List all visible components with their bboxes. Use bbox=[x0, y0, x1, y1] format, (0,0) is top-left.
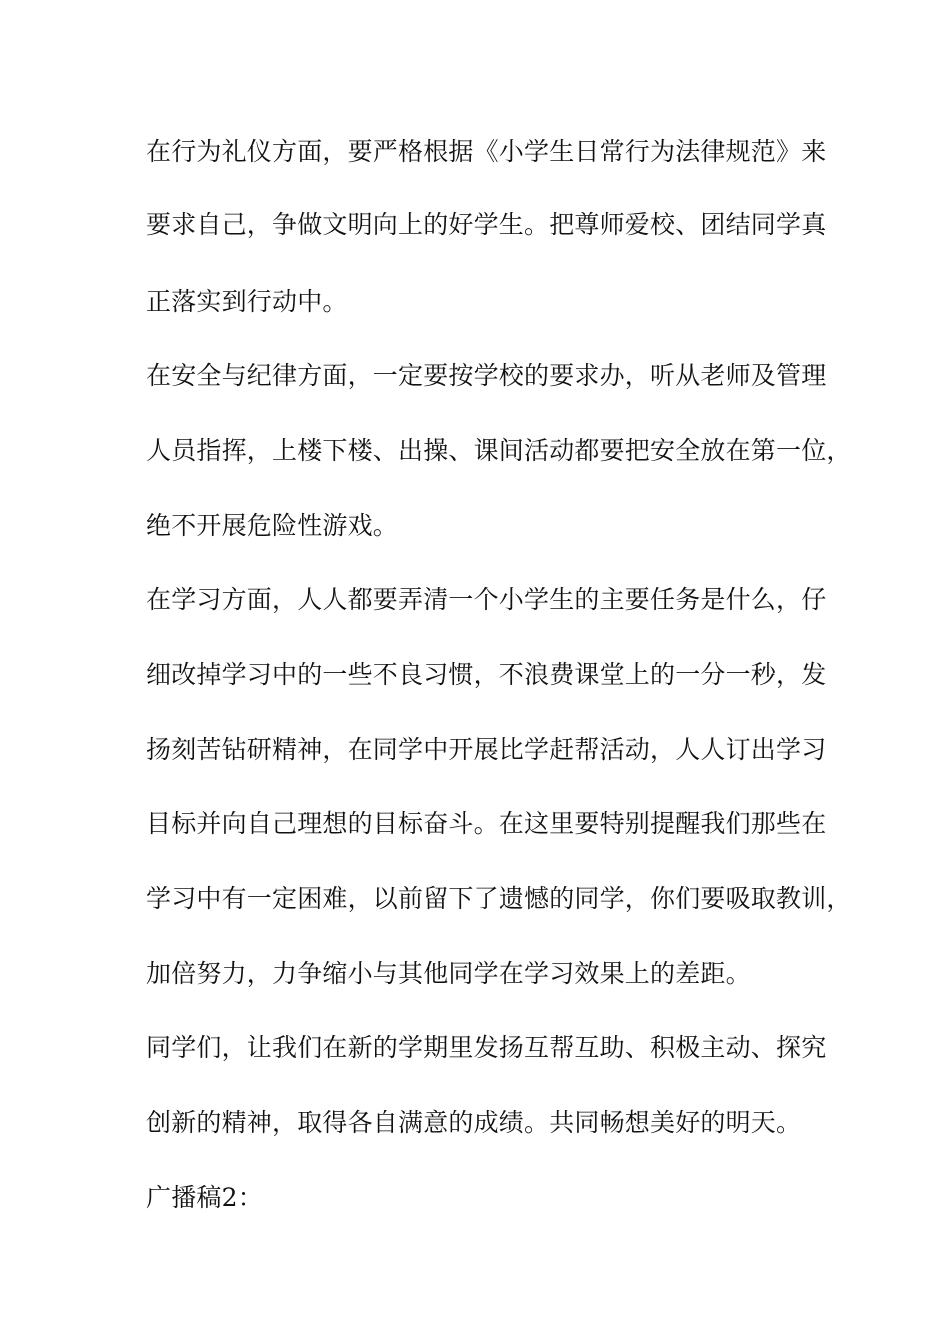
section-heading: 广播稿2： bbox=[146, 1183, 263, 1212]
text-line: 正落实到行动中。 bbox=[146, 287, 348, 316]
text-line: 扬刻苦钻研精神，在同学中开展比学赶帮活动，人人订出学习 bbox=[146, 735, 827, 764]
text-line: 在学习方面，人人都要弄清一个小学生的主要任务是什么，仔 bbox=[146, 585, 827, 614]
text-line: 学习中有一定困难，以前留下了遗憾的同学，你们要吸取教训， bbox=[146, 884, 852, 913]
text-line: 细改掉学习中的一些不良习惯，不浪费课堂上的一分一秒，发 bbox=[146, 660, 827, 689]
text-line: 要求自己，争做文明向上的好学生。把尊师爱校、团结同学真 bbox=[146, 210, 827, 239]
text-line: 人员指挥，上楼下楼、出操、课间活动都要把安全放在第一位， bbox=[146, 436, 852, 465]
text-line: 在安全与纪律方面，一定要按学校的要求办，听从老师及管理 bbox=[146, 361, 827, 390]
text-line: 加倍努力，力争缩小与其他同学在学习效果上的差距。 bbox=[146, 959, 751, 988]
text-line: 目标并向自己理想的目标奋斗。在这里要特别提醒我们那些在 bbox=[146, 809, 827, 838]
text-line: 在行为礼仪方面，要严格根据《小学生日常行为法律规范》来 bbox=[146, 137, 827, 166]
text-line: 同学们，让我们在新的学期里发扬互帮互助、积极主动、探究 bbox=[146, 1033, 827, 1062]
text-line: 创新的精神，取得各自满意的成绩。共同畅想美好的明天。 bbox=[146, 1108, 802, 1137]
text-line: 绝不开展危险性游戏。 bbox=[146, 511, 399, 540]
